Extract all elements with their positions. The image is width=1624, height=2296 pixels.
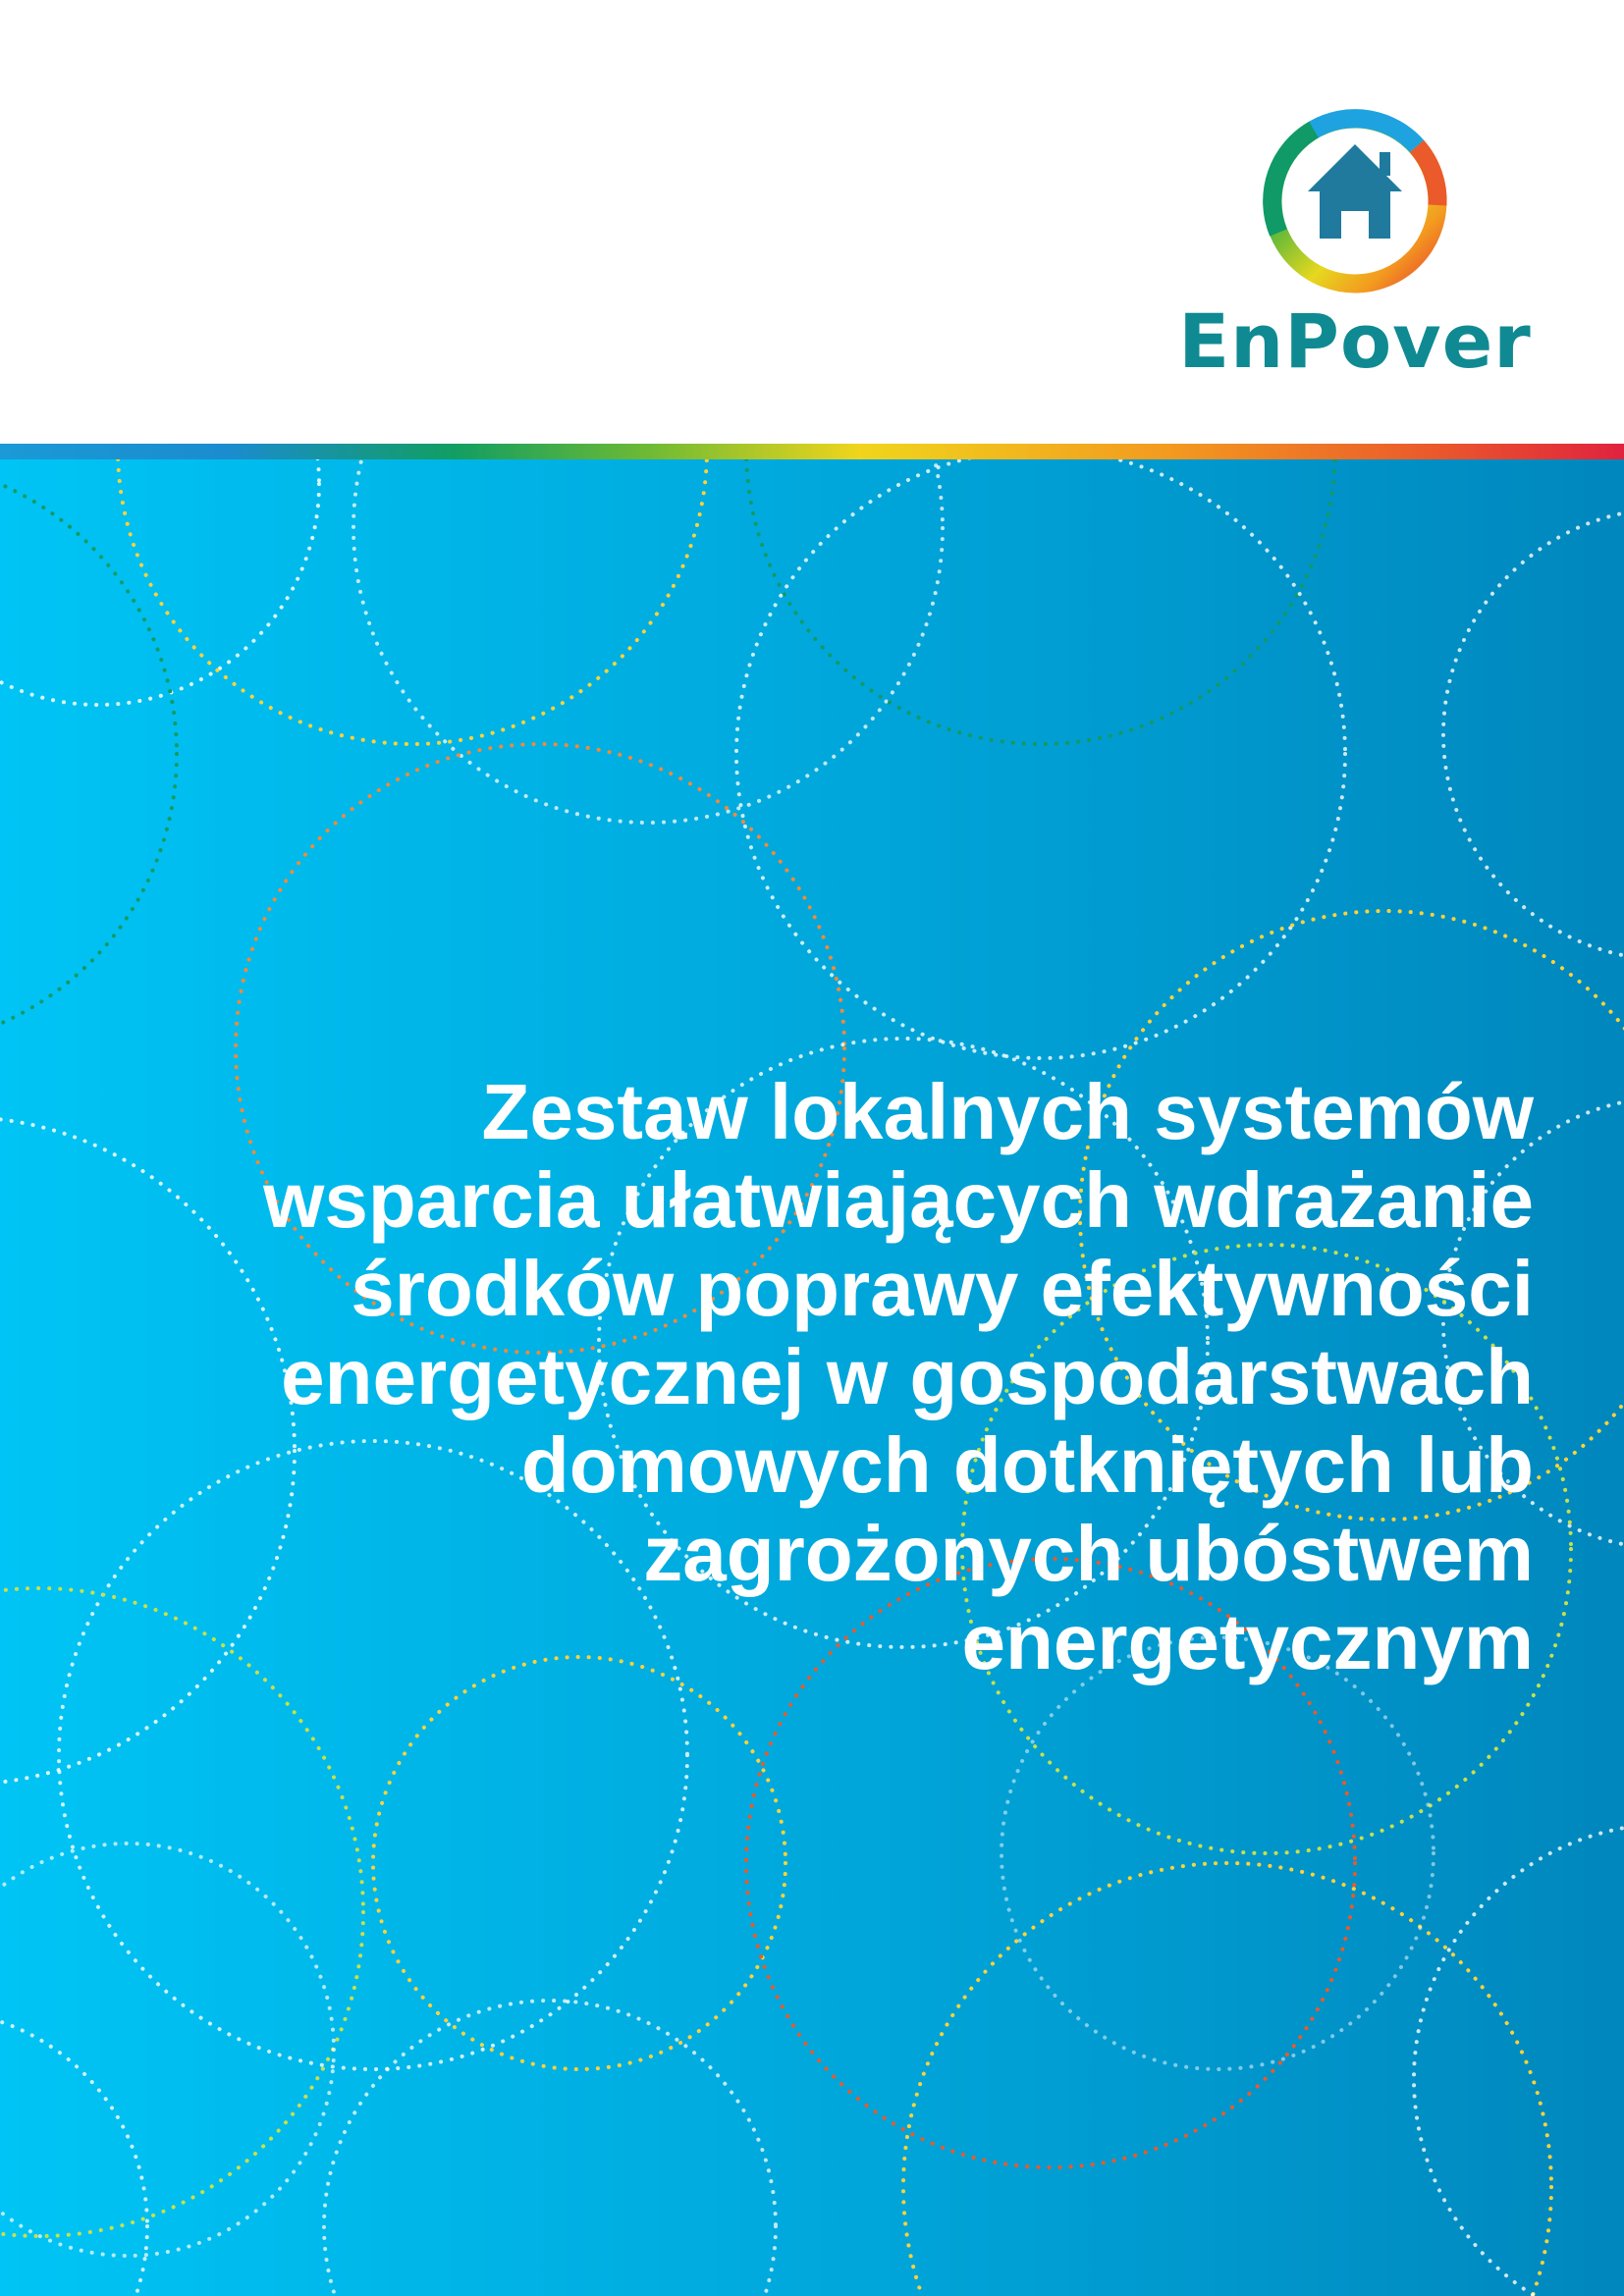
cover-title-line: zagrożonych ubóstwem [643, 1510, 1534, 1597]
cover-title [120, 1068, 1534, 1686]
brand-name: EnPover [1178, 297, 1532, 385]
cover-title-line: domowych dotkniętych lub [520, 1421, 1534, 1509]
cover-title-line: energetycznej w gospodarstwach [281, 1333, 1534, 1420]
cover-title-line: energetycznym [961, 1598, 1534, 1685]
header [0, 0, 1624, 444]
house-icon [1257, 103, 1453, 299]
cover-title-line: wsparcia ułatwiających wdrażanie [263, 1156, 1534, 1244]
cover-title-line: Zestaw lokalnych systemów [481, 1068, 1534, 1155]
rainbow-stripe [0, 444, 1624, 459]
cover-background [0, 459, 1624, 2296]
cover-title-line: środków poprawy efektywności [351, 1245, 1534, 1332]
enpover-logo [1178, 103, 1532, 398]
